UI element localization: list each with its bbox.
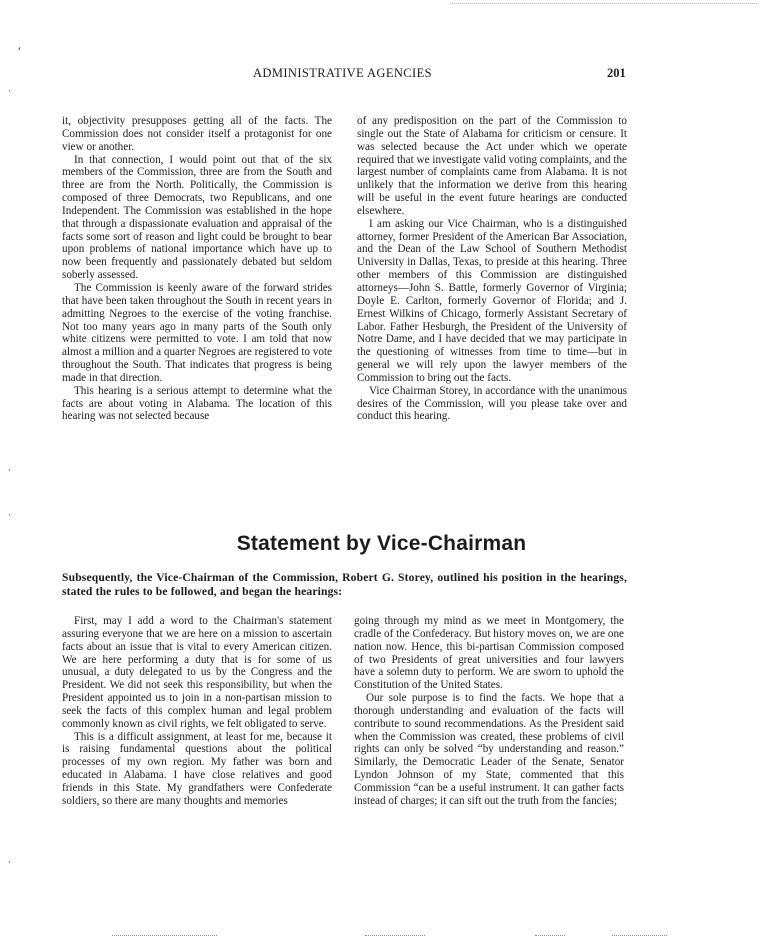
scan-mark: ‧ <box>8 465 11 475</box>
paragraph: Vice Chairman Storey, in accordance with the unanimous desires of the Commission, will you please take over and conduct this hearing. <box>357 384 627 423</box>
page-number: 201 <box>607 66 626 80</box>
paragraph: The Commission is keenly aware of the forward strides that have been taken throughout the South in recent years in admitting Negroes to the exercise of the voting franchise. Not too many years ago in many parts of the South only white citizens were permitted to vote. I am told that now almost a million and a quarter Negroes are registered to vote throughout the South. That indicates that progress is being made in that direction. <box>62 281 332 384</box>
section-intro: Subsequently, the Vice-Chairman of the Commission, Robert G. Storey, outlined his position in the hearings, stated the rules to be followed, and began the hearings: <box>62 571 627 598</box>
top-dotted-rule <box>452 3 757 4</box>
paragraph: This is a difficult assignment, at least for me, because it is raising fundamental questions about the political processes of my own region. My father was born and educated in Alabama. I have close relatives and good friends in this State. My grandfathers were Confederate soldiers, so there are many thoughts and memories <box>62 730 332 807</box>
bottom-left-column <box>62 615 332 808</box>
top-left-column <box>62 115 332 423</box>
scan-mark: ‧ <box>8 86 11 96</box>
scan-mark: ‧ <box>8 857 11 867</box>
bottom-right-column <box>354 615 624 808</box>
section-title: Statement by Vice-Chairman <box>236 532 527 555</box>
scan-mark: ′ <box>18 44 21 59</box>
paragraph: going through my mind as we meet in Montgomery, the cradle of the Confederacy. But history moves on, we are one nation now. Hence, this bi-partisan Commission composed of two Presidents of great universities and four lawyers have a solemn duty to perform. We are sworn to uphold the Constitution of the United States. <box>354 615 624 692</box>
paragraph: First, may I add a word to the Chairman's statement assuring everyone that we are here on a mission to ascertain facts about an issue that is vital to every American citizen. We are here performing a duty that is for some of us unusual, a duty delegated to us by the Congress and the President. We did not seek this responsibility, but when the President appointed us to join in a non-partisan mission to seek the facts of this complex human and legal problem commonly known as civil rights, we felt obligated to serve. <box>62 615 332 730</box>
bottom-dotted-rule <box>365 935 425 936</box>
paragraph: it, objectivity presupposes getting all of the facts. The Commission does not consider itself a protagonist for one view or another. <box>62 115 332 153</box>
bottom-dotted-rule <box>535 935 565 936</box>
bottom-dotted-rule <box>112 935 217 936</box>
paragraph: I am asking our Vice Chairman, who is a distinguished attorney, former President of the American Bar Association, and the Dean of the Law School of Southern Methodist University in Dallas, Texas, to preside at this hearing. Three other members of this Commission are distinguished attorneys—John S. Battle, formerly Governor of Virginia; Doyle E. Carlton, formerly Governor of Florida; and J. Ernest Wilkins of Chicago, formerly Assistant Secretary of Labor. Father Hesburgh, the President of the University of Notre Dame, and I have decided that we may participate in the questioning of witnesses from time to time—but in general we will rely upon the lawyer members of the Commission to bring out the facts. <box>357 217 627 384</box>
paragraph: In that connection, I would point out that of the six members of the Commission, three are from the South and three are from the North. Politically, the Commission is composed of three Democrats, two Republicans, and one Independent. The Commission was established in the hope that through a dispassionate evaluation and appraisal of the facts some sort of reason and light could be brought to bear upon problems of national importance which have up to now been frequently and passionately debated but seldom soberly assessed. <box>62 153 332 282</box>
paragraph: Our sole purpose is to find the facts. We hope that a thorough understanding and evaluation of the facts will contribute to sound recommendations. As the President said when the Commission was created, these problems of civil rights can only be solved “by understanding and reason.” Similarly, the Democratic Leader of the Senate, Senator Lyndon Johnson of my State, commented that this Commission “can be a useful instrument. It can gather facts instead of charges; it can sift out the truth from the fancies; <box>354 692 624 807</box>
bottom-dotted-rule <box>612 935 667 936</box>
top-right-column <box>357 115 627 423</box>
paragraph: This hearing is a serious attempt to determine what the facts are about voting in Alabama. The location of this hearing was not selected because <box>62 384 332 423</box>
scan-mark: ‧ <box>8 510 11 520</box>
page-header <box>0 66 763 84</box>
running-head: ADMINISTRATIVE AGENCIES <box>253 66 432 80</box>
paragraph: of any predisposition on the part of the Commission to single out the State of Alabama for criticism or censure. It was selected because the Act under which we operate required that we investigate valid voting complaints, and the largest number of complaints came from Alabama. It is not unlikely that the information we derive from this hearing will be useful in the event future hearings are conducted elsewhere. <box>357 115 627 217</box>
